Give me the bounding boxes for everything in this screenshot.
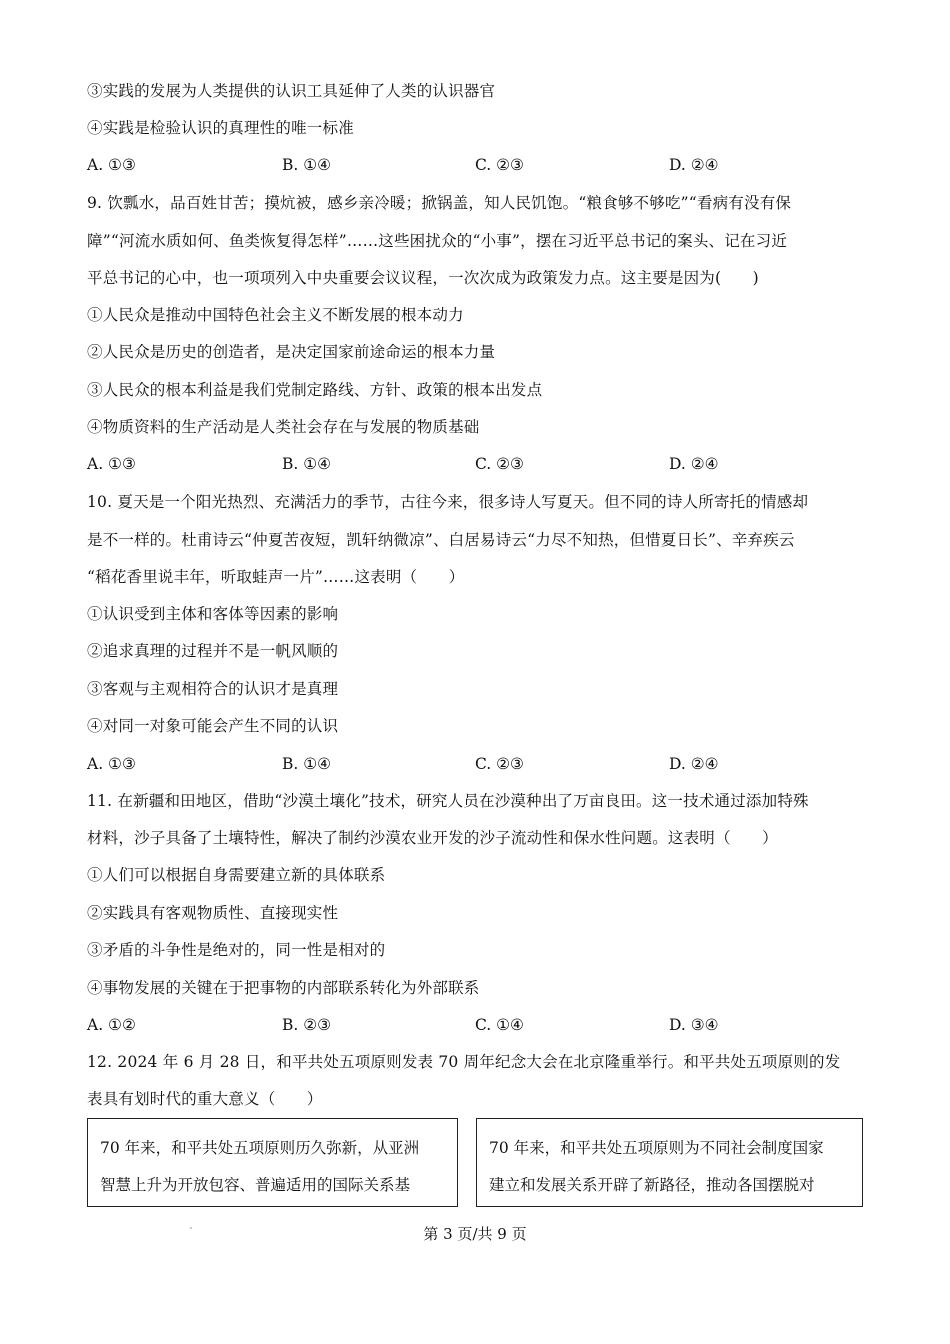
answer-choices-q11 xyxy=(87,1014,887,1036)
question-10-text: “稻花香里说丰年，听取蛙声一片”……这表明（ ） xyxy=(87,568,465,586)
choice-d: D. ②④ xyxy=(669,755,719,773)
question-10-text: 是不一样的。杜甫诗云“仲夏苦夜短，凯轩纳微凉”、白居易诗云“力尽不知热，但惜夏日长”、辛弃疾云 xyxy=(87,531,795,549)
option-line-2: ②人民众是历史的创造者，是决定国家前途命运的根本力量 xyxy=(87,343,496,361)
material-line: 智慧上升为开放包容、普遍适用的国际关系基 xyxy=(100,1176,411,1194)
material-box-right xyxy=(476,1118,863,1207)
option-line-4: ④物质资料的生产活动是人类社会存在与发展的物质基础 xyxy=(87,418,480,436)
choice-a: A. ①③ xyxy=(87,455,136,473)
option-line-3: ③客观与主观相符合的认识才是真理 xyxy=(87,680,339,698)
material-line: 70 年来，和平共处五项原则为不同社会制度国家 xyxy=(489,1139,824,1157)
choice-b: B. ①④ xyxy=(282,156,332,174)
question-11-text: 11. 在新疆和田地区，借助“沙漠土壤化”技术，研究人员在沙漠种出了万亩良田。这一技术通过添加特殊 xyxy=(87,792,809,810)
page-number-footer: 第 3 页/共 9 页 xyxy=(423,1225,527,1243)
question-9-text: 平总书记的心中，也一项项列入中央重要会议议程，一次次成为政策发力点。这主要是因为( ) xyxy=(87,269,759,287)
option-line-2: ②追求真理的过程并不是一帆风顺的 xyxy=(87,642,339,660)
option-line-4: ④对同一对象可能会产生不同的认识 xyxy=(87,717,339,735)
choice-d: D. ③④ xyxy=(669,1016,719,1034)
option-line-3: ③人民众的根本利益是我们党制定路线、方针、政策的根本出发点 xyxy=(87,381,543,399)
choice-d: D. ②④ xyxy=(669,455,719,473)
answer-choices-q10 xyxy=(87,753,887,775)
option-line-3: ③实践的发展为人类提供的认识工具延伸了人类的认识器官 xyxy=(87,82,496,100)
question-12-text: 12. 2024 年 6 月 28 日，和平共处五项原则发表 70 周年纪念大会在北京隆重举行。和平共处五项原则的发 xyxy=(87,1053,841,1071)
choice-d: D. ②④ xyxy=(669,156,719,174)
material-box-left xyxy=(87,1118,458,1207)
choice-a: A. ①③ xyxy=(87,755,136,773)
option-line-1: ①人民众是推动中国特色社会主义不断发展的根本动力 xyxy=(87,306,464,324)
choice-c: C. ②③ xyxy=(475,755,524,773)
choice-c: C. ②③ xyxy=(475,156,524,174)
choice-a: A. ①② xyxy=(87,1016,136,1034)
question-11-text: 材料，沙子具备了土壤特性，解决了制约沙漠农业开发的沙子流动性和保水性问题。这表明（ ） xyxy=(87,829,778,847)
choice-c: C. ①④ xyxy=(475,1016,524,1034)
material-line: 70 年来，和平共处五项原则历久弥新，从亚洲 xyxy=(100,1139,420,1157)
answer-choices-q9 xyxy=(87,453,887,475)
material-line: 建立和发展关系开辟了新路径，推动各国摆脱对 xyxy=(489,1176,815,1194)
option-line-2: ②实践具有客观物质性、直接现实性 xyxy=(87,904,339,922)
choice-a: A. ①③ xyxy=(87,156,136,174)
question-12-text: 表具有划时代的重大意义（ ） xyxy=(87,1090,323,1108)
option-line-4: ④实践是检验认识的真理性的唯一标准 xyxy=(87,119,354,137)
choice-c: C. ②③ xyxy=(475,455,524,473)
answer-choices-q8 xyxy=(87,154,887,176)
choice-b: B. ①④ xyxy=(282,755,332,773)
choice-b: B. ②③ xyxy=(282,1016,332,1034)
choice-b: B. ①④ xyxy=(282,455,332,473)
option-line-3: ③矛盾的斗争性是绝对的，同一性是相对的 xyxy=(87,941,386,959)
option-line-1: ①人们可以根据自身需要建立新的具体联系 xyxy=(87,866,386,884)
question-10-text: 10. 夏天是一个阳光热烈、充满活力的季节，古往今来，很多诗人写夏天。但不同的诗人所寄托的情感却 xyxy=(87,493,809,511)
question-9-text: 障”“河流水质如何、鱼类恢复得怎样”……这些困扰众的“小事”，摆在习近平总书记的案头、记在习近 xyxy=(87,232,788,250)
question-9-text: 9. 饮瓢水，品百姓甘苦；摸炕被，感乡亲冷暖；掀锅盖，知人民饥饱。“粮食够不够吃”“看病有没有保 xyxy=(87,194,792,212)
option-line-1: ①认识受到主体和客体等因素的影响 xyxy=(87,605,339,623)
option-line-4: ④事物发展的关键在于把事物的内部联系转化为外部联系 xyxy=(87,979,480,997)
